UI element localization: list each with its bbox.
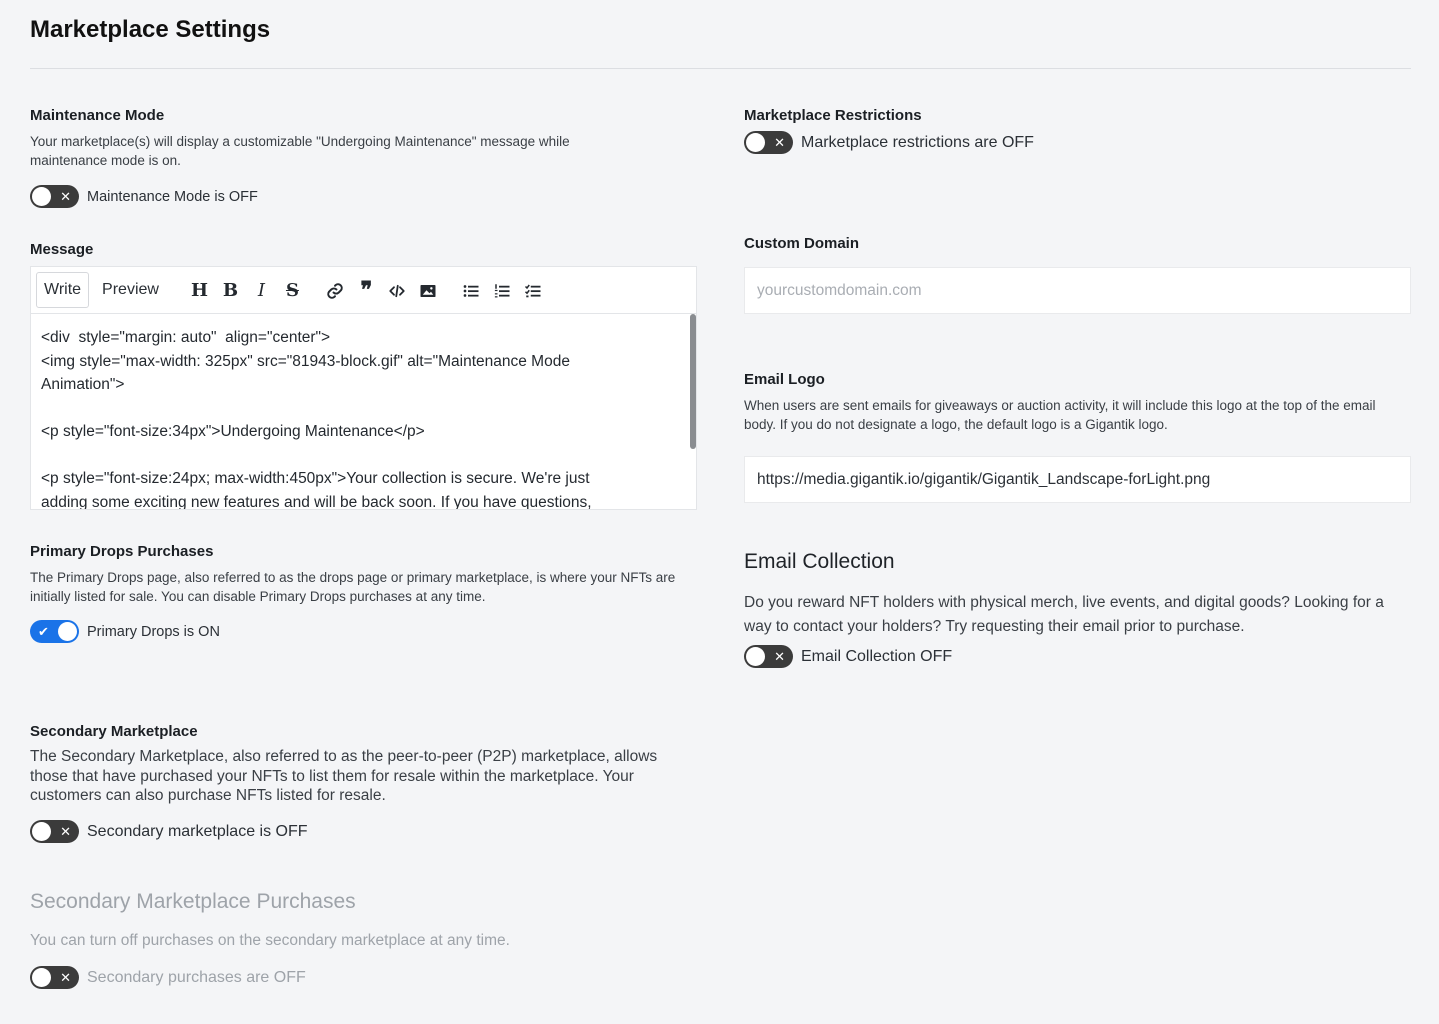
restrictions-title: Marketplace Restrictions [744, 107, 922, 124]
x-icon: ✕ [60, 970, 71, 985]
primary-drops-toggle-label: Primary Drops is ON [87, 623, 220, 640]
email-collection-toggle-label: Email Collection OFF [801, 647, 953, 665]
maintenance-toggle-row [30, 185, 258, 208]
tab-write[interactable]: Write [36, 272, 89, 308]
strikethrough-icon[interactable]: S [285, 279, 299, 301]
x-icon: ✕ [774, 135, 785, 150]
quote-icon[interactable]: ❞ [360, 277, 373, 303]
email-collection-description: Do you reward NFT holders with physical merch, live events, and digital goods? Looking for a way to contact your holders? Try requesting their email prior to purchase. [744, 594, 1384, 635]
secondary-marketplace-title: Secondary Marketplace [30, 723, 198, 740]
secondary-marketplace-description: The Secondary Marketplace, also referred to as the peer-to-peer (P2P) marketplace, allows those that have purchased your NFTs to list them for resale within the marketplace. Your customers can also purchase NFTs listed for resale. [30, 748, 658, 804]
x-icon: ✕ [60, 189, 71, 204]
x-icon: ✕ [774, 649, 785, 664]
custom-domain-title: Custom Domain [744, 235, 860, 252]
restrictions-toggle-row [744, 131, 1034, 154]
email-logo-input[interactable]: https://media.gigantik.io/gigantik/Gigantik_Landscape-forLight.png [744, 456, 1411, 503]
restrictions-toggle[interactable] [744, 131, 793, 154]
bulleted-list-icon[interactable] [456, 280, 487, 301]
check-icon: ✔ [38, 624, 49, 639]
toggle-knob [58, 622, 77, 641]
heading-icon[interactable]: H [190, 279, 208, 301]
email-logo-description: When users are sent emails for giveaways or auction activity, it will include this logo at the top of the email body. If you do not designate a logo, the default logo is a Gigantik logo. [744, 398, 1376, 432]
x-icon: ✕ [60, 824, 71, 839]
maintenance-title: Maintenance Mode [30, 107, 165, 124]
email-collection-toggle[interactable] [744, 645, 793, 668]
header-divider [30, 68, 1411, 69]
custom-domain-input[interactable]: yourcustomdomain.com [744, 267, 1411, 314]
secondary-purchases-title: Secondary Marketplace Purchases [30, 890, 356, 913]
secondary-purchases-toggle[interactable] [30, 966, 79, 989]
secondary-marketplace-toggle-label: Secondary marketplace is OFF [87, 822, 308, 840]
message-title: Message [30, 241, 94, 258]
restrictions-toggle-label: Marketplace restrictions are OFF [801, 133, 1034, 151]
link-icon[interactable] [320, 280, 351, 301]
toggle-knob [746, 647, 765, 666]
task-list-icon[interactable] [518, 280, 549, 301]
message-editor [30, 266, 697, 510]
email-logo-title: Email Logo [744, 371, 825, 388]
image-icon[interactable] [413, 280, 444, 301]
toggle-knob [32, 968, 51, 987]
editor-toolbar [31, 267, 696, 314]
maintenance-toggle-label: Maintenance Mode is OFF [87, 188, 258, 205]
secondary-marketplace-toggle[interactable] [30, 820, 79, 843]
numbered-list-icon[interactable] [487, 280, 518, 301]
bold-icon[interactable]: B [222, 279, 239, 301]
primary-drops-title: Primary Drops Purchases [30, 543, 214, 560]
toggle-knob [32, 187, 51, 206]
page-title: Marketplace Settings [30, 16, 271, 43]
toggle-knob [746, 133, 765, 152]
secondary-marketplace-toggle-row [30, 820, 308, 843]
code-icon[interactable] [382, 280, 413, 301]
primary-drops-description: The Primary Drops page, also referred to as the drops page or primary marketplace, is where your NFTs are initially listed for sale. You can disable Primary Drops purchases at any time. [30, 570, 676, 604]
editor-scrollbar[interactable] [690, 314, 696, 449]
email-collection-toggle-row [744, 645, 952, 668]
italic-icon[interactable]: I [257, 279, 266, 301]
message-textarea[interactable]: <div style="margin: auto" align="center"> <img style="max-width: 325px" src="81943-block.gif" alt="Maintenance Mode Animation"> <p style="font-size:34px">Undergoing Maintenance</p> <p style="font-size:24px; max-width:450px">Your collection is secure. We're just adding some exciting new features and will be back soon. If you have questions, [41, 329, 592, 509]
primary-drops-toggle-row [30, 620, 220, 643]
tab-preview[interactable]: Preview [102, 281, 159, 298]
secondary-purchases-description: You can turn off purchases on the secondary marketplace at any time. [30, 932, 510, 949]
toggle-knob [32, 822, 51, 841]
email-collection-title: Email Collection [744, 550, 895, 573]
primary-drops-toggle[interactable] [30, 620, 79, 643]
maintenance-toggle[interactable] [30, 185, 79, 208]
secondary-purchases-toggle-row [30, 966, 306, 989]
maintenance-description: Your marketplace(s) will display a customizable "Undergoing Maintenance" message while maintenance mode is on. [30, 134, 570, 168]
secondary-purchases-toggle-label: Secondary purchases are OFF [87, 968, 306, 986]
